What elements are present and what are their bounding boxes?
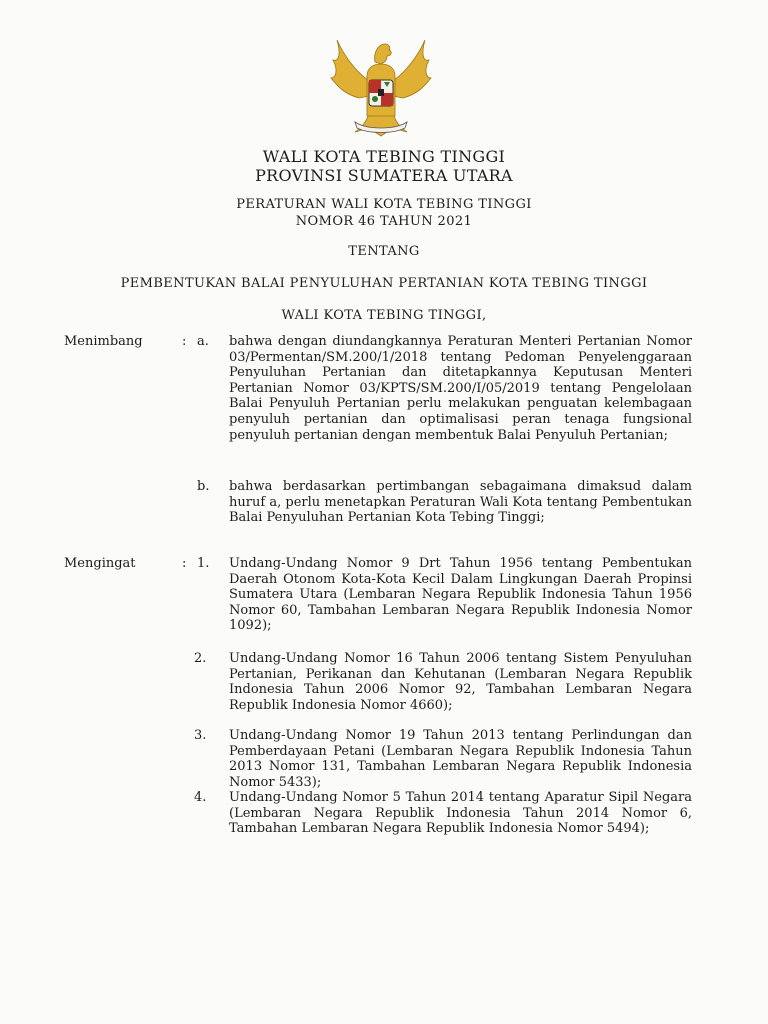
menimbang-marker-a: a. <box>197 334 209 349</box>
menimbang-colon: : <box>182 334 187 349</box>
menimbang-label: Menimbang <box>64 334 143 349</box>
mengingat-marker-2: 2. <box>194 651 207 666</box>
regulation-title: PERATURAN WALI KOTA TEBING TINGGI <box>236 197 532 212</box>
regulation-subject: PEMBENTUKAN BALAI PENYULUHAN PERTANIAN KOTA TEBING TINGGI <box>120 276 648 291</box>
menimbang-item-b: bahwa berdasarkan pertimbangan sebagaimana dimaksud dalam huruf a, perlu menetapkan Peraturan Wali Kota tentang Pembentukan Balai Penyuluhan Pertanian Kota Tebing Tinggi; <box>229 479 692 526</box>
mengingat-label: Mengingat <box>64 556 136 571</box>
garuda-emblem <box>325 32 437 144</box>
menimbang-marker-b: b. <box>197 479 210 494</box>
mengingat-item-4: Undang-Undang Nomor 5 Tahun 2014 tentang Aparatur Sipil Negara (Lembaran Negara Republik Indonesia Tahun 2014 Nomor 6, Tambahan Lembaran Negara Republik Indonesia Nomor 5494); <box>229 790 692 837</box>
header-line-1: WALI KOTA TEBING TINGGI <box>262 147 506 166</box>
header-line-2: PROVINSI SUMATERA UTARA <box>255 166 513 185</box>
mengingat-marker-3: 3. <box>194 728 207 743</box>
issuer-line: WALI KOTA TEBING TINGGI, <box>281 308 487 323</box>
menimbang-item-a: bahwa dengan diundangkannya Peraturan Menteri Pertanian Nomor 03/Permentan/SM.200/1/2018 tentang Pedoman Penyelenggaraan Penyuluhan Pertanian dan ditetapkannya Keputusan Menteri Pertanian Nomor 03/KPTS/SM.200/I/05/2019 tentang Pengelolaan Balai Penyuluh Pertanian perlu melakukan penguatan kelembagaan penyuluh pertanian dan optimalisasi peran tenaga fungsional penyuluh pertanian dengan membentuk Balai Penyuluh Pertanian; <box>229 334 692 443</box>
mengingat-colon: : <box>182 556 187 571</box>
mengingat-item-3: Undang-Undang Nomor 19 Tahun 2013 tentang Perlindungan dan Pemberdayaan Petani (Lembaran Negara Republik Indonesia Tahun 2013 Nomor 131, Tambahan Lembaran Negara Republik Indonesia Nomor 5433); <box>229 728 692 790</box>
regulation-number: NOMOR 46 TAHUN 2021 <box>295 214 473 229</box>
mengingat-item-1: Undang-Undang Nomor 9 Drt Tahun 1956 tentang Pembentukan Daerah Otonom Kota-Kota Kecil Dalam Lingkungan Daerah Propinsi Sumatera Utara (Lembaran Negara Republik Indonesia Tahun 1956 Nomor 60, Tambahan Lembaran Negara Republik Indonesia Nomor 1092); <box>229 556 692 634</box>
mengingat-marker-4: 4. <box>194 790 207 805</box>
mengingat-marker-1: 1. <box>197 556 210 571</box>
about-heading: TENTANG <box>348 244 420 259</box>
mengingat-item-2: Undang-Undang Nomor 16 Tahun 2006 tentang Sistem Penyuluhan Pertanian, Perikanan dan Kehutanan (Lembaran Negara Republik Indonesia Tahun 2006 Nomor 92, Tambahan Lembaran Negara Republik Indonesia Nomor 4660); <box>229 651 692 713</box>
